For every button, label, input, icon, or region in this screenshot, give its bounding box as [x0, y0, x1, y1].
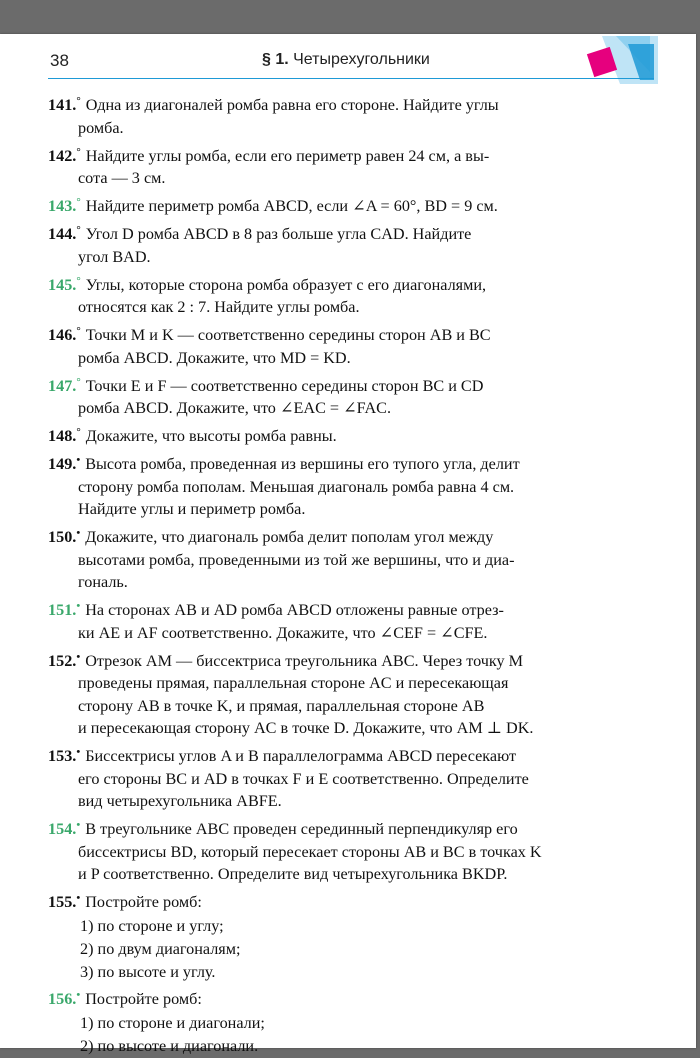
problem-number: 156.	[48, 990, 77, 1008]
problem-146	[48, 320, 656, 369]
problem-154	[48, 814, 656, 886]
problem-152	[48, 646, 656, 740]
problem-text-line: высотами ромба, проведенными из той же вершины, что и диа-	[78, 550, 515, 569]
problem-143	[48, 191, 656, 218]
page-number: 38	[50, 51, 69, 70]
problem-number: 152.	[48, 651, 77, 670]
problem-155	[48, 887, 656, 914]
problem-text-line: Точки E и F — соответственно середины сторон BC и CD	[85, 376, 484, 395]
problem-text-line: ромба ABCD. Докажите, что ∠EAC = ∠FAC.	[78, 399, 391, 417]
problem-text-line: Докажите, что высоты ромба равны.	[85, 427, 337, 445]
problem-text-line: относятся как 2 : 7. Найдите углы ромба.	[78, 298, 360, 316]
problem-text-line: Найдите углы и периметр ромба.	[78, 500, 306, 518]
problem-text-line: угол BAD.	[78, 247, 151, 266]
problem-148	[48, 421, 656, 448]
header-decoration-icon	[580, 36, 660, 84]
difficulty-mark: °	[76, 426, 81, 438]
sub-item: 1) по стороне и углу;	[80, 917, 224, 935]
problem-number: 146.	[48, 326, 77, 344]
difficulty-mark: °	[76, 274, 81, 287]
sub-item: 1) по стороне и диагонали;	[80, 1014, 265, 1032]
difficulty-mark: •	[76, 600, 81, 612]
section-title	[262, 51, 430, 69]
page-header	[0, 34, 696, 78]
problem-153	[48, 741, 656, 813]
problem-number: 142.	[48, 146, 77, 165]
difficulty-mark: °	[76, 196, 81, 208]
problem-text-line: Постройте ромб:	[85, 893, 202, 911]
problem-text-line: В треугольнике ABC проведен серединный перпендикуляр его	[85, 820, 518, 838]
sub-item: 2) по двум диагоналям;	[80, 940, 241, 958]
problem-number: 150.	[48, 528, 77, 546]
difficulty-mark: •	[76, 746, 81, 758]
problem-text-line: проведены прямая, параллельная стороне AC и пересекающая	[78, 674, 509, 692]
section-name: Четырехугольники	[293, 51, 430, 68]
difficulty-mark: °	[76, 375, 81, 388]
problem-text-line: вид четырехугольника ABFE.	[78, 792, 282, 810]
problem-text-line: Отрезок AM — биссектриса треугольника ABC. Через точку M	[85, 651, 524, 670]
problem-147	[48, 371, 656, 420]
problem-142	[48, 141, 656, 190]
sub-item: 2) по высоте и диагонали.	[80, 1037, 259, 1055]
problem-150	[48, 522, 656, 594]
textbook-page	[0, 34, 696, 1055]
problem-145	[48, 270, 656, 319]
difficulty-mark: •	[76, 989, 81, 1001]
problem-156	[48, 984, 656, 1011]
problem-text-line: Найдите периметр ромба ABCD, если ∠A = 60°, BD = 9 см.	[85, 197, 498, 215]
problem-number: 145.	[48, 275, 77, 294]
problem-text-line: Точки M и K — соответственно середины сторон AB и BC	[85, 326, 491, 344]
problem-141	[48, 90, 656, 139]
problem-number: 154.	[48, 820, 77, 838]
problem-number: 155.	[48, 893, 77, 911]
problem-list	[48, 90, 656, 1058]
problem-text-line: Докажите, что диагональ ромба делит пополам угол между	[85, 528, 494, 546]
problem-149	[48, 449, 656, 521]
problem-144	[48, 219, 656, 268]
sub-item: 3) по высоте и углу.	[80, 963, 216, 981]
problem-text-line: сота — 3 см.	[78, 169, 166, 187]
problem-text-line: Угол D ромба ABCD в 8 раз больше угла CAD. Найдите	[85, 225, 472, 243]
problem-number: 151.	[48, 601, 77, 619]
difficulty-mark: °	[76, 224, 81, 236]
problem-text-line: гональ.	[78, 573, 128, 591]
difficulty-mark: •	[76, 454, 81, 466]
problem-number: 153.	[48, 747, 77, 765]
difficulty-mark: °	[76, 325, 81, 337]
problem-text-line: ромба.	[78, 118, 124, 137]
problem-text-line: его стороны BC и AD в точках F и E соответственно. Определите	[78, 769, 529, 788]
problem-text-line: Высота ромба, проведенная из вершины его тупого угла, делит	[85, 455, 520, 473]
section-prefix: § 1.	[262, 51, 289, 68]
problem-text-line: сторону AB в точке K, и прямая, параллельная стороне AB	[78, 696, 485, 715]
problem-text-line: Углы, которые сторона ромба образует с его диагоналями,	[85, 275, 487, 294]
problem-text-line: и пересекающая сторону AC в точке D. Докажите, что AM ⊥ DK.	[78, 719, 534, 737]
problem-text-line: Биссектрисы углов A и B параллелограмма ABCD пересекают	[85, 747, 517, 765]
problem-text-line: и P соответственно. Определите вид четырехугольника BKDP.	[78, 865, 508, 883]
difficulty-mark: •	[76, 819, 81, 831]
header-rule	[48, 78, 654, 79]
difficulty-mark: °	[76, 145, 81, 158]
difficulty-mark: •	[76, 650, 81, 663]
problem-text-line: биссектрисы BD, который пересекает стороны AB и BC в точках K	[78, 842, 542, 861]
problem-number: 149.	[48, 455, 77, 473]
problem-number: 147.	[48, 376, 77, 395]
problem-text-line: Одна из диагоналей ромба равна его стороне. Найдите углы	[85, 96, 499, 114]
problem-number: 141.	[48, 96, 77, 114]
problem-number: 143.	[48, 197, 77, 215]
problem-text-line: На сторонах AB и AD ромба ABCD отложены равные отрез-	[85, 601, 504, 619]
problem-text-line: Найдите углы ромба, если его периметр равен 24 см, а вы-	[85, 146, 490, 165]
difficulty-mark: •	[76, 527, 81, 539]
problem-number: 144.	[48, 225, 77, 243]
problem-text-line: сторону ромба пополам. Меньшая диагональ ромба равна 4 см.	[78, 477, 515, 496]
problem-text-line: Постройте ромб:	[85, 990, 202, 1008]
difficulty-mark: •	[76, 892, 81, 904]
problem-text-line: ки AE и AF соответственно. Докажите, что ∠CEF = ∠CFE.	[78, 623, 488, 642]
problem-number: 148.	[48, 427, 77, 445]
problem-text-line: ромба ABCD. Докажите, что MD = KD.	[78, 348, 351, 367]
problem-151	[48, 595, 656, 644]
difficulty-mark: °	[76, 95, 81, 107]
